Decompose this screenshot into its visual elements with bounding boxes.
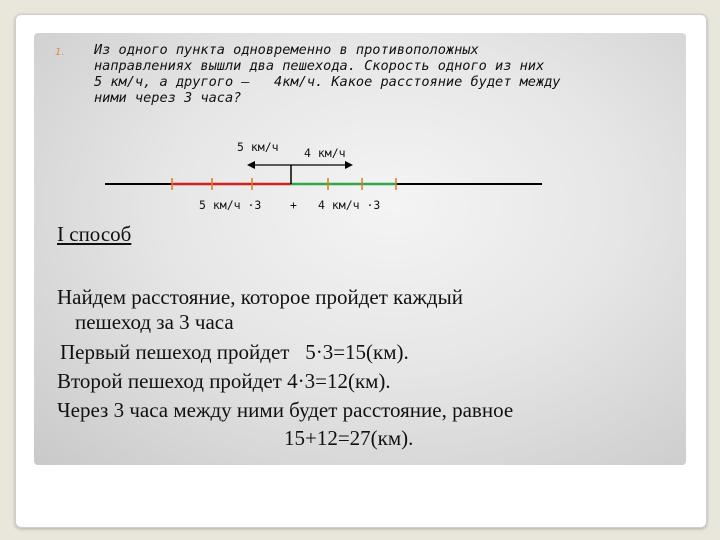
speed-left-label: 5 км/ч <box>237 140 279 154</box>
solution-line: 15+12=27(км). <box>284 426 414 450</box>
problem-line: направлениях вышли два пешехода. Скорость одного из них <box>94 58 545 74</box>
solution-line: пешеход за 3 часа <box>75 310 234 334</box>
method-title: I способ <box>57 222 132 246</box>
problem-line: Из одного пункта одновременно в противоположных <box>94 42 479 58</box>
speed-right-label: 4 км/ч <box>304 146 346 160</box>
right-expression: 4 км/ч ·3 <box>318 198 381 212</box>
left-arrow-head <box>247 161 255 169</box>
problem-line: ними через 3 часа? <box>94 90 242 106</box>
left-expression: 5 км/ч ·3 <box>199 198 262 212</box>
problem-line: 5 км/ч, а другого – 4км/ч. Какое расстояние будет между <box>94 74 561 90</box>
solution-line: Найдем расстояние, которое пройдет каждый <box>57 285 463 309</box>
solution-line: Второй пешеход пройдет 4·3=12(км). <box>57 369 391 393</box>
solution-line: Первый пешеход пройдет 5·3=15(км). <box>60 340 409 364</box>
plus-sign: + <box>290 198 297 212</box>
solution-line: Через 3 часа между ними будет расстояние, равное <box>57 398 514 422</box>
right-arrow-head <box>345 161 353 169</box>
problem-number: 1. <box>55 47 65 58</box>
